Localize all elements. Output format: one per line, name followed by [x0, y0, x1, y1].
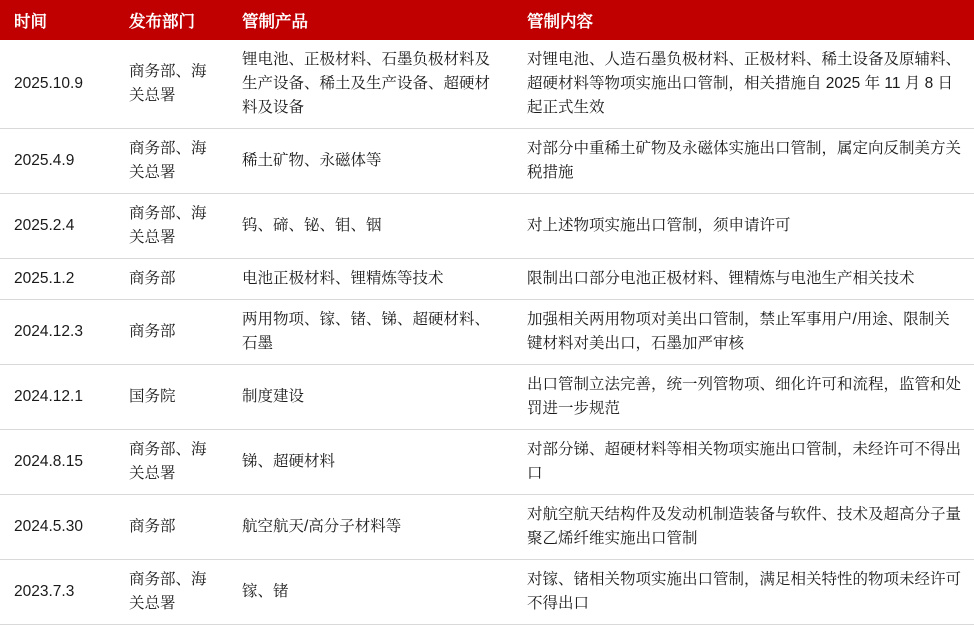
table-row	[0, 259, 974, 300]
cell-time: 2024.5.30	[0, 495, 115, 560]
cell-content: 对镓、锗相关物项实施出口管制，满足相关特性的物项未经许可不得出口	[515, 560, 974, 625]
table-row	[0, 365, 974, 430]
cell-product: 航空航天/高分子材料等	[230, 495, 515, 560]
column-header-product: 管制产品	[230, 0, 515, 40]
cell-department: 商务部、海关总署	[115, 129, 230, 194]
cell-product: 锂电池、正极材料、石墨负极材料及生产设备、稀土及生产设备、超硬材料及设备	[230, 40, 515, 129]
column-header-content: 管制内容	[515, 0, 974, 40]
cell-product: 制度建设	[230, 365, 515, 430]
table-row	[0, 300, 974, 365]
cell-time: 2025.1.2	[0, 259, 115, 300]
cell-time: 2025.2.4	[0, 194, 115, 259]
table-row	[0, 129, 974, 194]
table-row	[0, 40, 974, 129]
column-header-department: 发布部门	[115, 0, 230, 40]
cell-time: 2025.10.9	[0, 40, 115, 129]
cell-content: 出口管制立法完善，统一列管物项、细化许可和流程，监管和处罚进一步规范	[515, 365, 974, 430]
cell-department: 商务部、海关总署	[115, 560, 230, 625]
cell-department: 商务部	[115, 259, 230, 300]
cell-department: 商务部、海关总署	[115, 194, 230, 259]
cell-department: 国务院	[115, 365, 230, 430]
cell-time: 2024.12.1	[0, 365, 115, 430]
cell-department: 商务部	[115, 300, 230, 365]
cell-time: 2024.12.3	[0, 300, 115, 365]
column-header-time: 时间	[0, 0, 115, 40]
cell-content: 加强相关两用物项对美出口管制，禁止军事用户/用途、限制关键材料对美出口，石墨加严审核	[515, 300, 974, 365]
table-body	[0, 40, 974, 625]
cell-content: 对上述物项实施出口管制，须申请许可	[515, 194, 974, 259]
cell-content: 对锂电池、人造石墨负极材料、正极材料、稀土设备及原辅料、超硬材料等物项实施出口管制，相关措施自 2025 年 11 月 8 日起正式生效	[515, 40, 974, 129]
table-row	[0, 495, 974, 560]
cell-product: 镓、锗	[230, 560, 515, 625]
table-row	[0, 194, 974, 259]
cell-time: 2023.7.3	[0, 560, 115, 625]
table-header	[0, 0, 974, 40]
cell-product: 电池正极材料、锂精炼等技术	[230, 259, 515, 300]
cell-content: 限制出口部分电池正极材料、锂精炼与电池生产相关技术	[515, 259, 974, 300]
cell-department: 商务部、海关总署	[115, 40, 230, 129]
table-header-row	[0, 0, 974, 40]
cell-product: 锑、超硬材料	[230, 430, 515, 495]
cell-product: 稀土矿物、永磁体等	[230, 129, 515, 194]
table-row	[0, 430, 974, 495]
cell-content: 对部分中重稀土矿物及永磁体实施出口管制，属定向反制美方关税措施	[515, 129, 974, 194]
cell-content: 对航空航天结构件及发动机制造装备与软件、技术及超高分子量聚乙烯纤维实施出口管制	[515, 495, 974, 560]
cell-time: 2024.8.15	[0, 430, 115, 495]
cell-content: 对部分锑、超硬材料等相关物项实施出口管制，未经许可不得出口	[515, 430, 974, 495]
cell-product: 钨、碲、铋、钼、铟	[230, 194, 515, 259]
cell-department: 商务部、海关总署	[115, 430, 230, 495]
table-row	[0, 560, 974, 625]
cell-time: 2025.4.9	[0, 129, 115, 194]
cell-product: 两用物项、镓、锗、锑、超硬材料、石墨	[230, 300, 515, 365]
cell-department: 商务部	[115, 495, 230, 560]
